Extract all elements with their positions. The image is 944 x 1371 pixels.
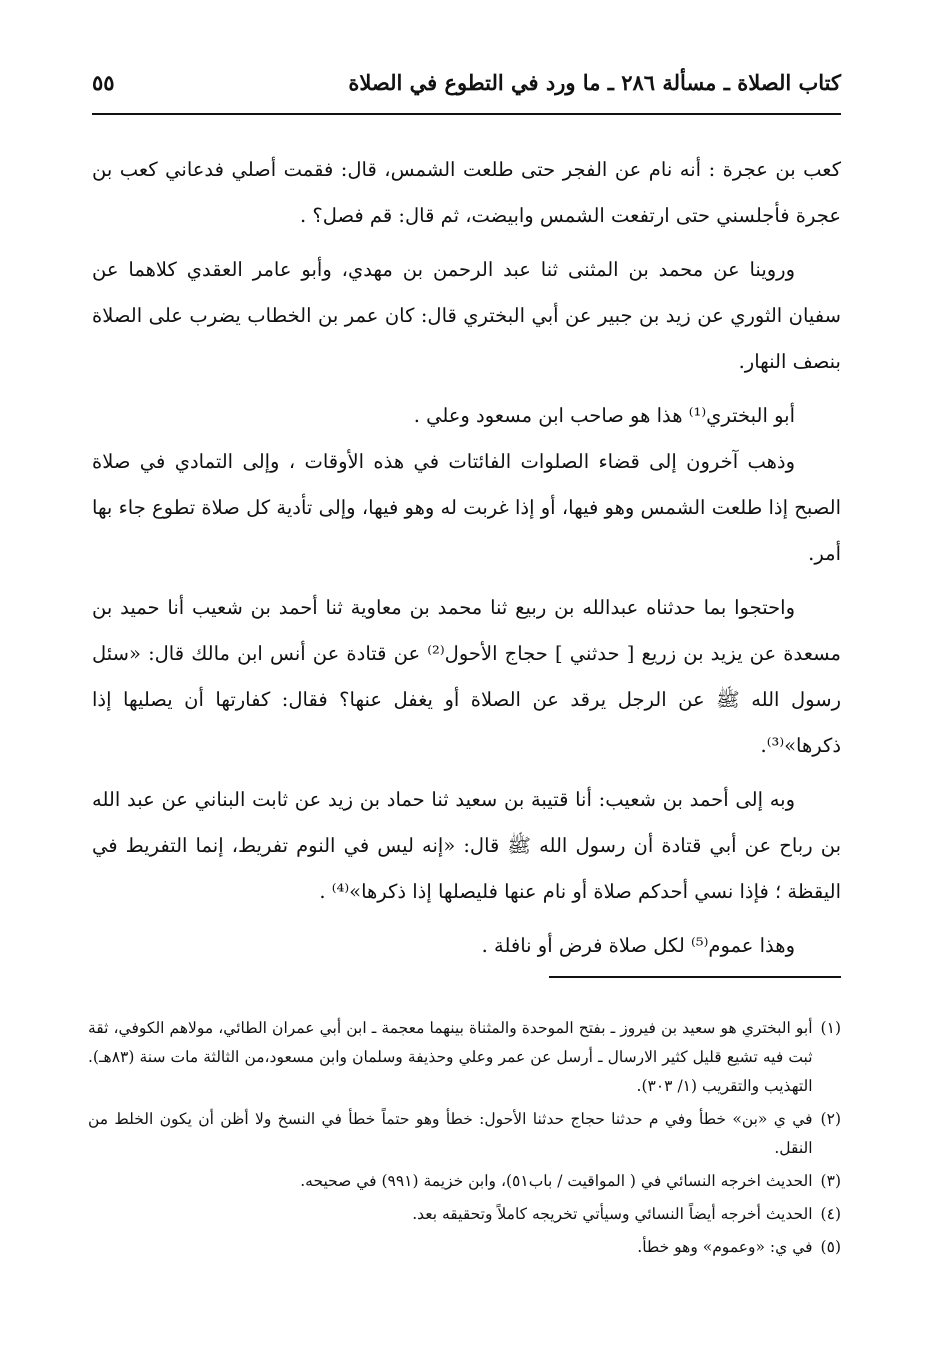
page-header [92, 60, 841, 104]
footnote-text: الحديث اخرجه النسائي في ( المواقيت / باب٥١)، وابن خزيمة (٩٩١) في صحيحه. [300, 1172, 813, 1190]
footnote-separator [549, 976, 841, 978]
footnote [88, 1105, 841, 1163]
running-title: كتاب الصلاة ـ مسألة ٢٨٦ ـ ما ورد في التطوع في الصلاة [348, 69, 841, 95]
paragraph: وذهب آخرون إلى قضاء الصلوات الفائتات في هذه الأوقات ، وإلى التمادي في صلاة الصبح إذا طلعت الشمس وهو فيها، أو إذا غربت له وهو فيها، وإلى تأدية كل صلاة تطوع جاء بها أمر. [92, 450, 841, 565]
main-text [92, 147, 841, 969]
paragraph: وهذا عموم⁽⁵⁾ لكل صلاة فرض أو نافلة . [481, 934, 795, 957]
header-rule [92, 113, 841, 115]
footnote-text: في ي: «وعموم» وهو خطأ. [637, 1238, 813, 1256]
paragraph: كعب بن عجرة : أنه نام عن الفجر حتى طلعت الشمس، قال: فقمت أصلي فدعاني كعب بن عجرة فأجلسني حتى ارتفعت الشمس وابيضت، ثم قال: قم فصل؟ . [92, 158, 841, 227]
page-number: ٥٥ [92, 69, 115, 95]
footnote [88, 1233, 841, 1262]
paragraph: وروينا عن محمد بن المثنى ثنا عبد الرحمن بن مهدي، وأبو عامر العقدي كلاهما عن سفيان الثوري عن زيد بن جبير عن أبي البختري قال: كان عمر بن الخطاب يضرب على الصلاة بنصف النهار. [92, 258, 841, 373]
footnote [88, 1014, 841, 1101]
paragraph: وبه إلى أحمد بن شعيب: أنا قتيبة بن سعيد ثنا حماد بن زيد عن ثابت البناني عن عبد الله بن رباح عن أبي قتادة أن رسول الله ﷺ قال: «إنه ليس في النوم تفريط، إنما التفريط في اليقظة ؛ فإذا نسي أحدكم صلاة أو نام عنها فليصلها إذا ذكرها»⁽⁴⁾ . [92, 788, 841, 903]
footnote-text: في ي «بن» خطأ وفي م حدثنا حجاج حدثنا الأحول: خطأ وهو حتماً خطأ في النسخ ولا أظن أن يكون الخلط من النقل. [88, 1110, 813, 1157]
footnote-number: (١) [820, 1019, 841, 1037]
footnote-text: أبو البختري هو سعيد بن فيروز ـ بفتح الموحدة والمثناة بينهما معجمة ـ ابن أبي عمران الطائي، مولاهم الكوفي، ثقة ثبت فيه تشيع قليل كثير الارسال ـ أرسل عن عمر وعلي وحذيفة وسلمان وابن مسعود،من الثالثة مات سنة (٨٣هـ). التهذيب والتقريب (١/ ٣٠٣). [88, 1019, 813, 1095]
footnote [88, 1200, 841, 1229]
footnote-number: (٥) [820, 1238, 841, 1256]
paragraph: واحتجوا بما حدثناه عبدالله بن ربيع ثنا محمد بن معاوية ثنا أحمد بن شعيب أنا حميد بن مسعدة عن يزيد بن زريع [ حدثني ] حجاج الأحول⁽²⁾ عن قتادة عن أنس ابن مالك قال: «سئل رسول الله ﷺ عن الرجل يرقد عن الصلاة أو يغفل عنها؟ فقال: كفارتها أن يصليها إذا ذكرها»⁽³⁾. [92, 596, 841, 757]
footnote [88, 1167, 841, 1196]
footnotes [88, 1014, 841, 1266]
paragraph: أبو البختري⁽¹⁾ هذا هو صاحب ابن مسعود وعلي . [413, 404, 795, 427]
footnote-number: (٢) [820, 1110, 841, 1128]
footnote-number: (٣) [820, 1172, 841, 1190]
footnote-number: (٤) [820, 1205, 841, 1223]
footnote-text: الحديث أخرجه أيضاً النسائي وسيأتي تخريجه كاملاً وتحقيقه بعد. [412, 1205, 813, 1223]
